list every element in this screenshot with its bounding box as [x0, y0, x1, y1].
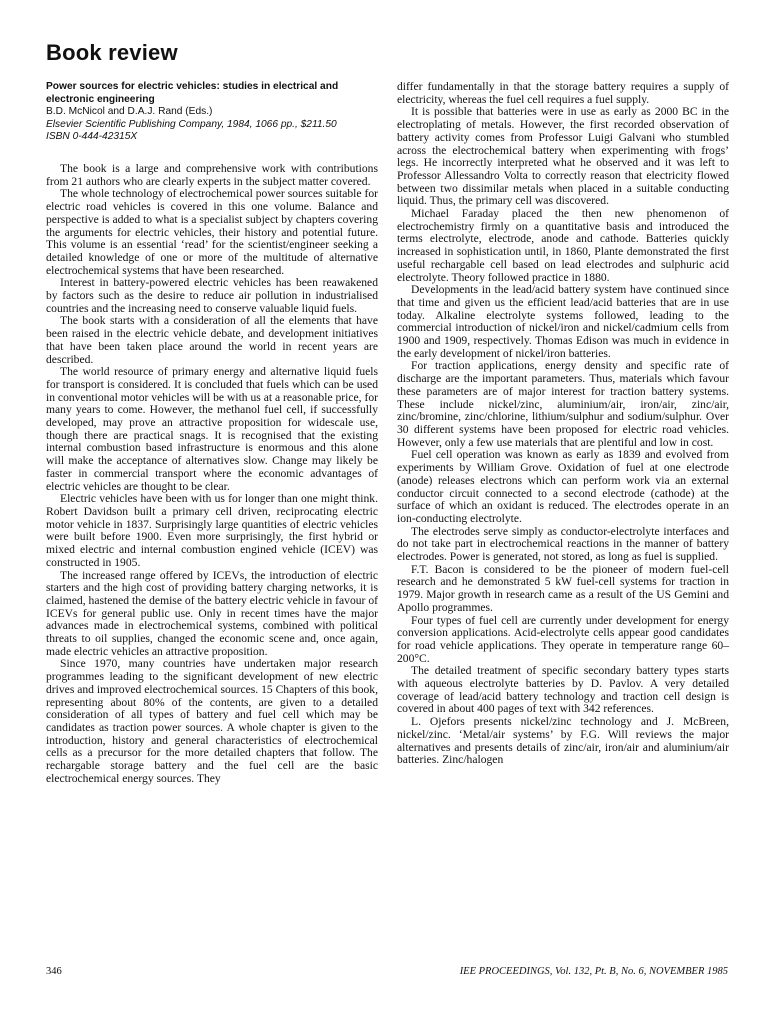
book-isbn: ISBN 0-444-42315X	[46, 131, 138, 143]
book-citation	[46, 81, 376, 144]
paragraph: The whole technology of electrochemical power sources suitable for electric road vehicles is covered in this one volume. Balance and perspective is added to what is a specialist subject by chapters covering the arguments for electric vehicles, their history and potential future. This volume is an essential ‘read’ for the scientist/engineer seeking a detailed knowledge of one or more of the multitude of alternative electrochemical systems that have been researched.	[46, 187, 378, 277]
paragraph: L. Ojefors presents nickel/zinc technology and J. McBreen, nickel/zinc. ‘Metal/air systems’ by F.G. Will reviews the major alternatives and presents details of zinc/air, iron/air and aluminium/air batteries. Zinc/halogen	[397, 715, 729, 767]
paragraph: Developments in the lead/acid battery system have continued since that time and given us the efficient lead/acid batteries that are in use today. Alkaline electrolyte systems followed, leading to the commercial introduction of nickel/iron and nickel/cadmium cells from 1900 and 1909, respectively. Thomas Edison was much in evidence in the early development of nickel/iron batteries.	[397, 283, 729, 360]
page-number: 346	[46, 966, 62, 977]
paragraph: Michael Faraday placed the then new phenomenon of electrochemistry firmly on a quantitative basis and introduced the terms electrolyte, electrode, anode and cathode. Batteries quickly increased in sophistication until, in 1860, Plante demonstrated the first useful rechargable cell based on lead electrodes and sulphuric acid electrolyte. Theory followed practice in 1880.	[397, 207, 729, 284]
paragraph: Since 1970, many countries have undertaken major research programmes leading to the significant development of new electric drives and improved electrochemical sources. 15 Chapters of this book, representing about 80% of the contents, are given to a detailed consideration of all types of battery and fuel cell which may be candidates as traction power sources. A whole chapter is given to the introduction, history and general characteristics of electrochemical cells as a precursor for the more detailed chapters that follow. The rechargable storage battery and the fuel cell are the basic electrochemical energy sources. They	[46, 657, 378, 785]
book-editors: B.D. McNicol and D.A.J. Rand (Eds.)	[46, 106, 213, 118]
paragraph: The world resource of primary energy and alternative liquid fuels for transport is considered. It is concluded that fuels which can be used in conventional motor vehicles will be with us at a reasonable price, for many years to come. However, the methanol fuel cell, if successfully developed, may prove an attractive proposition for widescale use, though there are practical snags. It is recognised that the existing internal combustion based infrastructure is enormous and this alone will make the acceptance of alternatives slow. Change may likely be faster in commercial transport where the economic advantages of electric vehicles are thought to be clear.	[46, 365, 378, 493]
book-publisher: Elsevier Scientific Publishing Company, 1984, 1066 pp., $211.50	[46, 118, 337, 130]
paragraph: F.T. Bacon is considered to be the pioneer of modern fuel-cell research and he demonstrated 5 kW fuel-cell systems for traction in 1979. Major growth in research came as a result of the US Gemini and Apollo programmes.	[397, 562, 729, 614]
paragraph: The detailed treatment of specific secondary battery types starts with aqueous electrolyte batteries by D. Pavlov. A very detailed coverage of lead/acid battery technology and traction cell design is covered in about 400 pages of text with 342 references.	[397, 664, 729, 716]
book-title: Power sources for electric vehicles: studies in electrical and electronic engineering	[46, 81, 339, 105]
paragraph-continued: differ fundamentally in that the storage battery requires a supply of electricity, whereas the fuel cell requires a fuel supply.	[397, 80, 729, 106]
paragraph: The electrodes serve simply as conductor-electrolyte interfaces and do not take part in electrochemical reactions in the manner of battery electrodes. Power is generated, not stored, as long as fuel is supplied.	[397, 524, 729, 564]
paragraph: For traction applications, energy density and specific rate of discharge are the important parameters. Thus, materials which favour these parameters are of major interest for traction battery systems. These include nickel/zinc, aluminium/air, iron/air, zinc/air, zinc/bromine, zinc/chlorine, lithium/sulphur and sodium/sulphur. Over 30 different systems have been proposed for electric road vehicles. However, only a few use materials that are plentiful and low in cost.	[397, 359, 729, 449]
paragraph: Interest in battery-powered electric vehicles has been reawakened by factors such as the desire to reduce air pollution in industrialised countries and the increasing need to conserve valuable liquid fuels.	[46, 276, 378, 315]
paragraph: It is possible that batteries were in use as early as 2000 BC in the electroplating of metals. However, the first recorded observation of battery activity comes from Professor Luigi Galvani who stumbled across the electrochemical battery when experimenting with frogs’ legs. He incorrectly interpreted what he observed and it was left to Professor Allessandro Volta to correctly reason that electricity flowed between two dissimilar metals when placed in a suitable conducting liquid. Thus, the primary cell was discovered.	[397, 105, 729, 208]
left-text-column	[46, 163, 378, 785]
paragraph: Fuel cell operation was known as early as 1839 and evolved from experiments by William Grove. Oxidation of fuel at one electrode (anode) releases electrons which can perform work via an external conductor circuit connected to a second electrode (cathode) at the surface of which an oxidant is reduced. The electrodes operate in an ion-conducting electrolyte.	[397, 448, 729, 525]
right-text-column	[397, 81, 729, 767]
journal-reference: IEE PROCEEDINGS, Vol. 132, Pt. B, No. 6, NOVEMBER 1985	[459, 966, 728, 977]
paragraph: The book is a large and comprehensive work with contributions from 21 authors who are clearly experts in the subject matter covered.	[46, 162, 378, 188]
paragraph: Electric vehicles have been with us for longer than one might think. Robert Davidson built a primary cell driven, reciprocating electric motor vehicle in 1837. Surprisingly large quantities of electric vehicles were built before 1900. Even more surprisingly, the first hybrid or mixed electric and internal combustion engined vehicle (ICEV) was constructed in 1905.	[46, 492, 378, 569]
paragraph: Four types of fuel cell are currently under development for energy conversion applications. Acid-electrolyte cells appear good candidates for road vehicle applications. They operate in temperature range 60–200°C.	[397, 613, 729, 665]
paragraph: The increased range offered by ICEVs, the introduction of electric starters and the high cost of providing battery charging networks, it is claimed, hastened the demise of the battery electric vehicle in favour of ICEVs for general public use. Only in recent times have the major advances made in electrochemical systems, combined with political threats to oil supplies, changed the economic scene and, once again, made electric vehicles an attractive proposition.	[46, 568, 378, 658]
page-heading: Book review	[46, 40, 178, 65]
paragraph: The book starts with a consideration of all the elements that have been raised in the electric vehicle debate, and development initiatives that have been taken place around the world in recent years are described.	[46, 314, 378, 366]
